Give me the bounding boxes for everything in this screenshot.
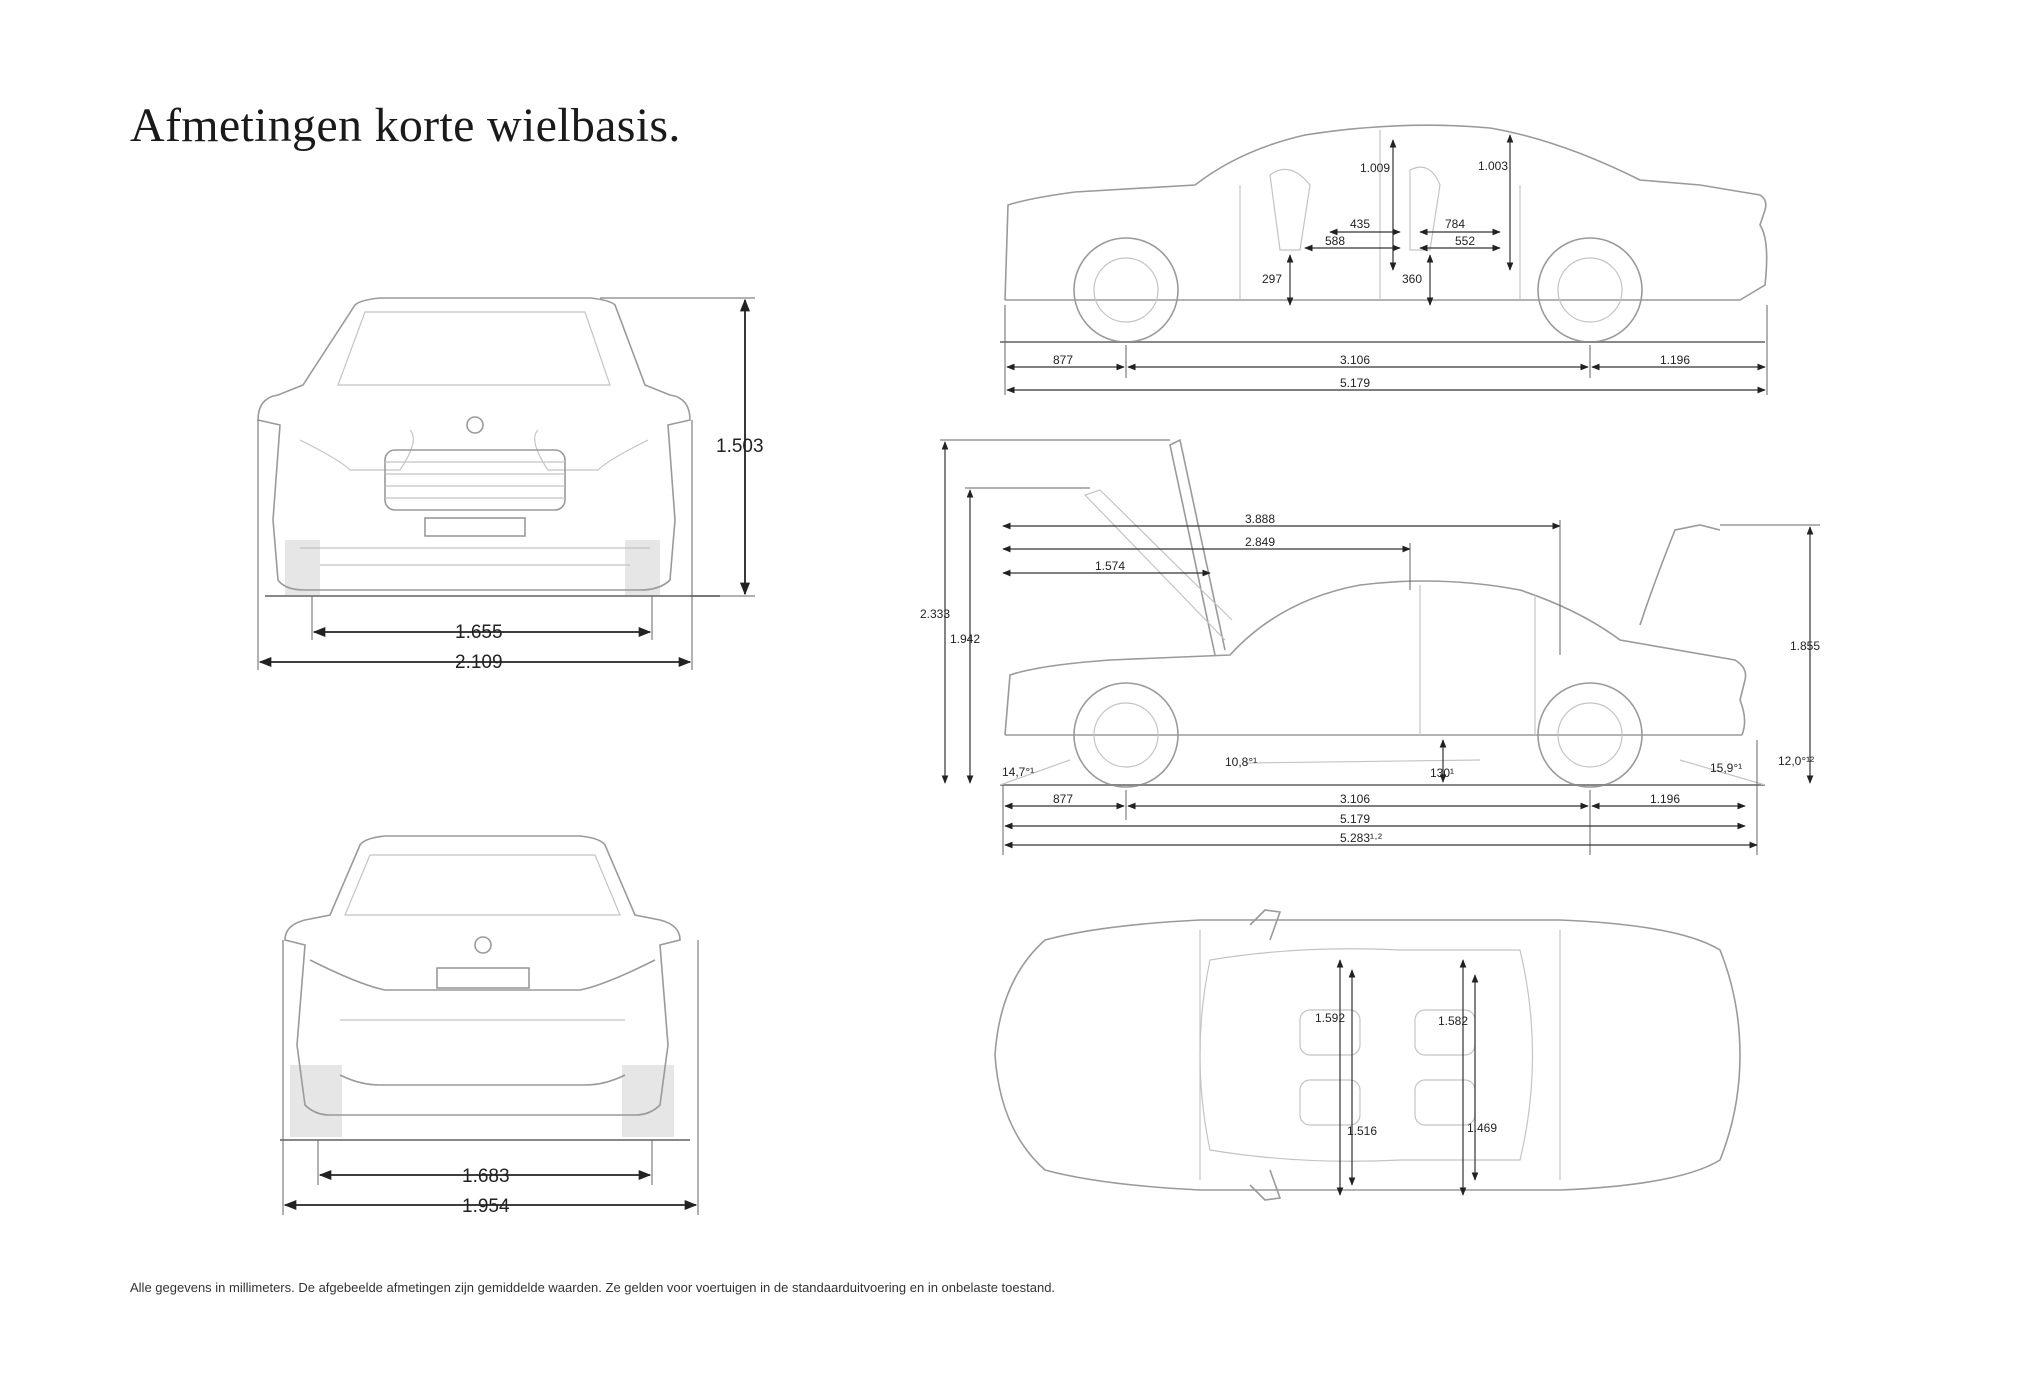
open-front-overhang-label: 877 xyxy=(1053,792,1074,806)
departure-angle-label: 15,9°¹ xyxy=(1710,761,1743,775)
headroom-rear-label: 1.003 xyxy=(1478,159,1509,173)
front-track-label: 1.655 xyxy=(455,622,503,643)
seat-height-front-label: 297 xyxy=(1262,272,1283,286)
front-width-label: 2.109 xyxy=(455,652,503,673)
rear-view-drawing xyxy=(280,836,698,1215)
rear-angle-label: 12,0°¹² xyxy=(1778,754,1815,768)
open-length-label: 5.179 xyxy=(1340,812,1371,826)
approach-angle-label: 14,7°¹ xyxy=(1002,765,1035,779)
top-view-drawing xyxy=(995,910,1740,1200)
legroom-front-b-label: 588 xyxy=(1325,234,1346,248)
ground-clearance-label: 130¹ xyxy=(1430,766,1455,780)
interior-rear-overhang-label: 1.196 xyxy=(1660,353,1691,367)
hood-open-height-label: 2.333 xyxy=(920,607,951,621)
page-title: Afmetingen korte wielbasis. xyxy=(130,99,681,152)
roof-line-height-label: 1.942 xyxy=(950,632,981,646)
front-view-drawing xyxy=(258,298,755,670)
interior-wheelbase-label: 3.106 xyxy=(1340,353,1371,367)
rear-width-label: 1.954 xyxy=(462,1196,510,1217)
trunk-open-height-label: 1.855 xyxy=(1790,639,1821,653)
open-rear-overhang-label: 1.196 xyxy=(1650,792,1681,806)
shoulder-rear-label: 1.582 xyxy=(1438,1014,1469,1028)
rear-track-label: 1.683 xyxy=(462,1166,510,1187)
front-height-label: 1.503 xyxy=(716,436,764,457)
elbow-front-label: 1.516 xyxy=(1347,1124,1378,1138)
dim-3888-label: 3.888 xyxy=(1245,512,1276,526)
interior-front-overhang-label: 877 xyxy=(1053,353,1074,367)
seat-height-rear-label: 360 xyxy=(1402,272,1423,286)
breakover-angle-label: 10,8°¹ xyxy=(1225,755,1258,769)
headroom-front-label: 1.009 xyxy=(1360,161,1391,175)
legroom-front-a-label: 435 xyxy=(1350,217,1371,231)
legroom-rear-a-label: 784 xyxy=(1445,217,1466,231)
legroom-rear-b-label: 552 xyxy=(1455,234,1476,248)
dim-1574-label: 1.574 xyxy=(1095,559,1126,573)
open-length-total-label: 5.283¹·² xyxy=(1340,831,1383,845)
footnote: Alle gegevens in millimeters. De afgebeelde afmetingen zijn gemiddelde waarden. Ze gelden voor voertuigen in de standaarduitvoering en in onbelaste toestand. xyxy=(130,1280,1056,1295)
dim-2849-label: 2.849 xyxy=(1245,535,1276,549)
open-wheelbase-label: 3.106 xyxy=(1340,792,1371,806)
interior-length-label: 5.179 xyxy=(1340,376,1371,390)
elbow-rear-label: 1.469 xyxy=(1467,1121,1498,1135)
shoulder-front-label: 1.592 xyxy=(1315,1011,1346,1025)
